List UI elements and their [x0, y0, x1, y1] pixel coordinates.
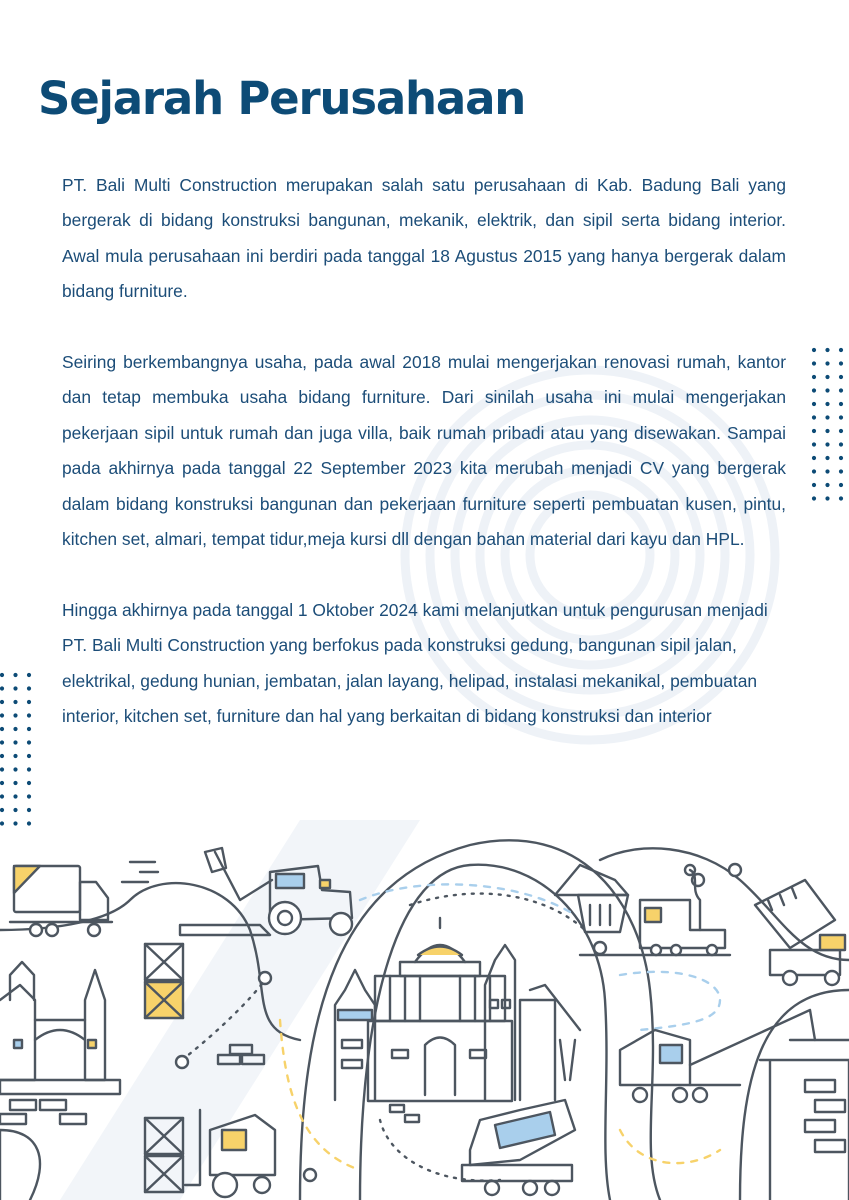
dot	[13, 808, 17, 812]
dot	[13, 713, 17, 717]
dot	[839, 442, 843, 446]
dot	[839, 496, 843, 500]
dot	[0, 700, 4, 704]
speed-lines	[122, 862, 158, 882]
dot	[27, 727, 31, 731]
dot	[825, 429, 829, 433]
crate-icon	[145, 944, 183, 1192]
dot	[839, 348, 843, 352]
paragraph-growth: Seiring berkembangnya usaha, pada awal 2018 mulai mengerjakan renovasi rumah, kantor dan tetap membuka usaha bidang furniture. Dari sinilah usaha ini mulai mengerjakan pekerjaan sipil untuk rumah dan juga villa, baik rumah pribadi atau yang disewakan. Sampai pada akhirnya pada tanggal 22 September 2023 kita merubah menjadi CV yang bergerak dalam bidang konstruksi bangunan dan pekerjaan furniture seperti pembuatan kusen, pintu, kitchen set, almari, tempat tidur,meja kursi dll dengan bahan material dari kayu dan HPL.	[62, 352, 786, 550]
dot	[13, 821, 17, 825]
dot	[27, 821, 31, 825]
dot	[812, 469, 816, 473]
dot	[812, 361, 816, 365]
dot	[13, 781, 17, 785]
dot	[825, 496, 829, 500]
dot	[27, 713, 31, 717]
dot	[0, 713, 4, 717]
dot	[0, 740, 4, 744]
dot	[839, 388, 843, 392]
skyscraper-icon	[485, 945, 555, 1100]
dot	[27, 808, 31, 812]
dot	[839, 456, 843, 460]
forklift-icon	[185, 1110, 275, 1197]
excavator-icon	[180, 848, 272, 935]
dot	[27, 740, 31, 744]
dot-grid-right	[812, 348, 849, 501]
dot	[13, 767, 17, 771]
dot	[27, 673, 31, 677]
dot	[27, 794, 31, 798]
locomotive-icon	[555, 865, 730, 955]
dot	[0, 794, 4, 798]
dot	[27, 700, 31, 704]
history-text	[62, 168, 786, 770]
tractor-icon	[269, 866, 352, 935]
dot	[825, 415, 829, 419]
dot	[812, 388, 816, 392]
dot	[825, 442, 829, 446]
dot	[839, 483, 843, 487]
dot	[0, 808, 4, 812]
dot	[839, 415, 843, 419]
dot	[812, 415, 816, 419]
dot	[825, 483, 829, 487]
capitol-building-icon	[368, 918, 512, 1101]
dot	[0, 686, 4, 690]
dot	[839, 402, 843, 406]
dot	[825, 375, 829, 379]
dot	[27, 754, 31, 758]
page-title: Sejarah Perusahaan	[38, 72, 526, 125]
dot	[13, 754, 17, 758]
dot	[13, 686, 17, 690]
dump-truck-icon	[755, 880, 845, 985]
dot-grid-left	[0, 673, 31, 826]
brick-stack-icon	[218, 1045, 419, 1122]
dot	[812, 429, 816, 433]
dot	[0, 767, 4, 771]
dot	[27, 781, 31, 785]
dot	[0, 754, 4, 758]
dot	[812, 496, 816, 500]
dot	[839, 361, 843, 365]
dot	[839, 375, 843, 379]
dot	[13, 700, 17, 704]
dot	[825, 348, 829, 352]
dot	[825, 361, 829, 365]
dot	[13, 794, 17, 798]
dot	[0, 821, 4, 825]
dot	[27, 767, 31, 771]
dot	[812, 442, 816, 446]
dot	[0, 673, 4, 677]
dot	[825, 456, 829, 460]
dot	[812, 348, 816, 352]
dot	[825, 469, 829, 473]
dot	[13, 673, 17, 677]
tower-bridge-icon	[0, 962, 120, 1200]
dot	[812, 456, 816, 460]
dot	[0, 727, 4, 731]
dot	[825, 388, 829, 392]
dot	[27, 686, 31, 690]
dot	[812, 483, 816, 487]
dot	[812, 375, 816, 379]
dot	[839, 429, 843, 433]
dot	[13, 727, 17, 731]
dot	[13, 740, 17, 744]
paragraph-current: Hingga akhirnya pada tanggal 1 Oktober 2024 kami melanjutkan untuk pengurusan menjadi PT. Bali Multi Construction yang berfokus pada konstruksi gedung, bangunan sipil jalan, elektrikal, gedung hunian, jembatan, jalan layang, helipad, instalasi mekanikal, pembuatan interior, kitchen set, furniture dan hal yang berkaitan di bidang konstruksi dan interior	[62, 599, 768, 727]
crane-truck-icon	[620, 1010, 849, 1200]
construction-illustration	[0, 838, 849, 1200]
dot	[825, 402, 829, 406]
blue-dashed-paths	[360, 884, 720, 1030]
paragraph-founding: PT. Bali Multi Construction merupakan salah satu perusahaan di Kab. Badung Bali yang bergerak di bidang konstruksi bangunan, mekanik, elektrik, dan sipil serta bidang interior. Awal mula perusahaan ini berdiri pada tanggal 18 Agustus 2015 yang hanya bergerak dalam bidang furniture.	[62, 175, 786, 302]
dot	[812, 402, 816, 406]
dot	[839, 469, 843, 473]
concrete-mixer-icon	[462, 1100, 575, 1195]
dot	[0, 781, 4, 785]
